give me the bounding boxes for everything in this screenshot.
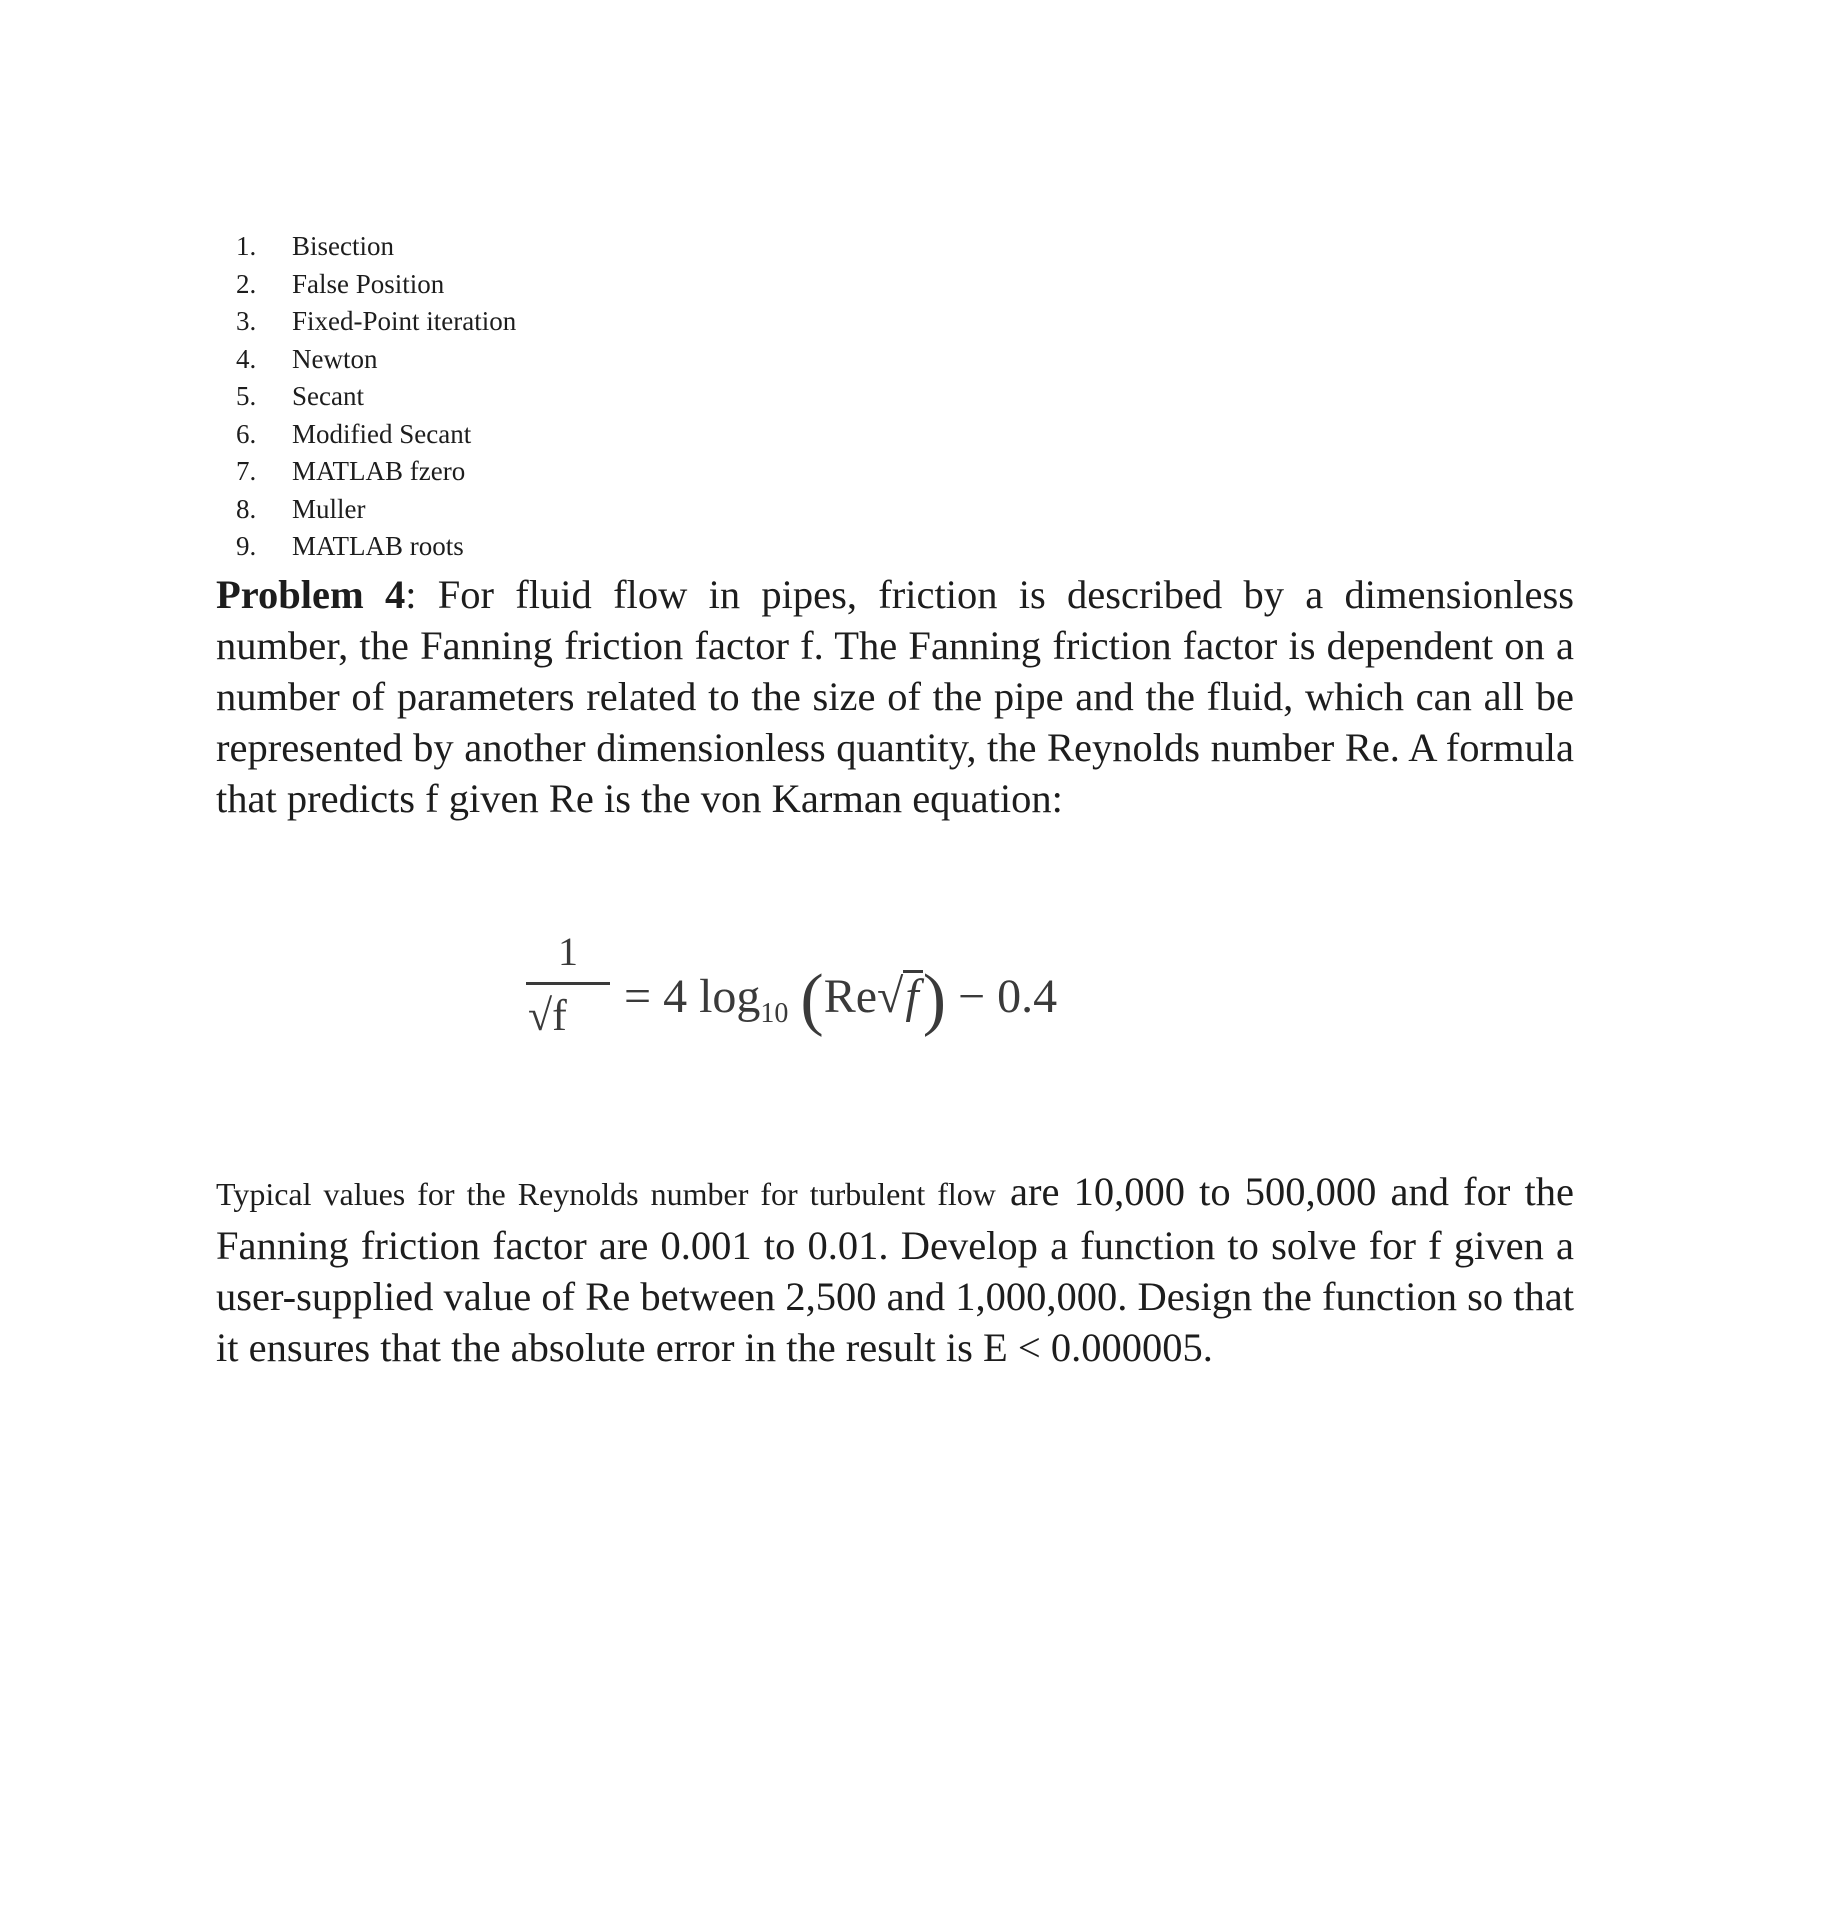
methods-list (236, 228, 516, 566)
list-item-number: 7. (236, 456, 257, 486)
equation-coef: = 4 log (624, 970, 761, 1023)
list-item-label: Newton (292, 343, 378, 374)
list-item (236, 378, 516, 416)
list-item (236, 491, 516, 529)
equation-log-base: 10 (760, 998, 789, 1029)
list-item-label: Secant (292, 381, 364, 411)
list-item-number: 6. (236, 418, 257, 449)
list-item-number: 8. (236, 493, 257, 524)
von-karman-equation (520, 926, 1180, 1052)
list-item-number: 9. (236, 531, 257, 561)
equation-tail: − 0.4 (946, 970, 1058, 1023)
list-item (236, 453, 516, 491)
typical-lead: Typical values for the Reynolds number for turbulent flow (216, 1176, 996, 1212)
problem-paragraph (216, 569, 1574, 824)
equation-open-paren: ( (800, 961, 824, 1038)
list-item (236, 341, 516, 379)
equation-numerator: 1 (558, 929, 578, 974)
list-item (236, 266, 516, 304)
typical-text: are 10,000 to 500,000 and for the Fanning friction factor are 0.001 to 0.01. Develop a function to solve for f given a user-supplied value of Re between 2,500 and 1,000,000. Design the function so that it ensures that the absolute error in the result is E < 0.000005. (216, 1169, 1574, 1370)
list-item-label: MATLAB roots (292, 531, 464, 561)
equation-re: Re√ (823, 970, 904, 1023)
typical-values-paragraph (216, 1166, 1574, 1373)
equation-close-paren: ) (922, 961, 947, 1038)
fraction-bar (526, 982, 610, 985)
list-item-label: Bisection (292, 231, 394, 261)
list-item-label: False Position (292, 268, 445, 299)
list-item-label: MATLAB fzero (292, 456, 466, 486)
problem-label: Problem 4 (216, 572, 406, 617)
problem-text: : For fluid flow in pipes, friction is described by a dimensionless number, the Fanning friction factor f. The Fanning friction factor is dependent on a number of parameters related to the size of the pipe and the fluid, which can all be represented by another dimensionless quantity, the Reynolds number Re. A formula that predicts f given Re is the von Karman equation: (216, 572, 1574, 821)
list-item-number: 4. (236, 343, 257, 374)
list-item (236, 228, 516, 266)
list-item (236, 416, 516, 454)
equation-denominator: √f (528, 991, 567, 1040)
list-item (236, 528, 516, 566)
list-item (236, 303, 516, 341)
equation-radicand: f (903, 970, 922, 1021)
list-item-label: Muller (292, 493, 366, 524)
list-item-number: 2. (236, 268, 257, 299)
list-item-label: Modified Secant (292, 418, 472, 449)
list-item-number: 1. (236, 231, 257, 261)
list-item-number: 3. (236, 306, 257, 336)
equation-fraction (520, 926, 612, 1052)
equation-rhs (624, 960, 1057, 1040)
list-item-label: Fixed-Point iteration (292, 306, 517, 336)
list-item-number: 5. (236, 381, 257, 411)
